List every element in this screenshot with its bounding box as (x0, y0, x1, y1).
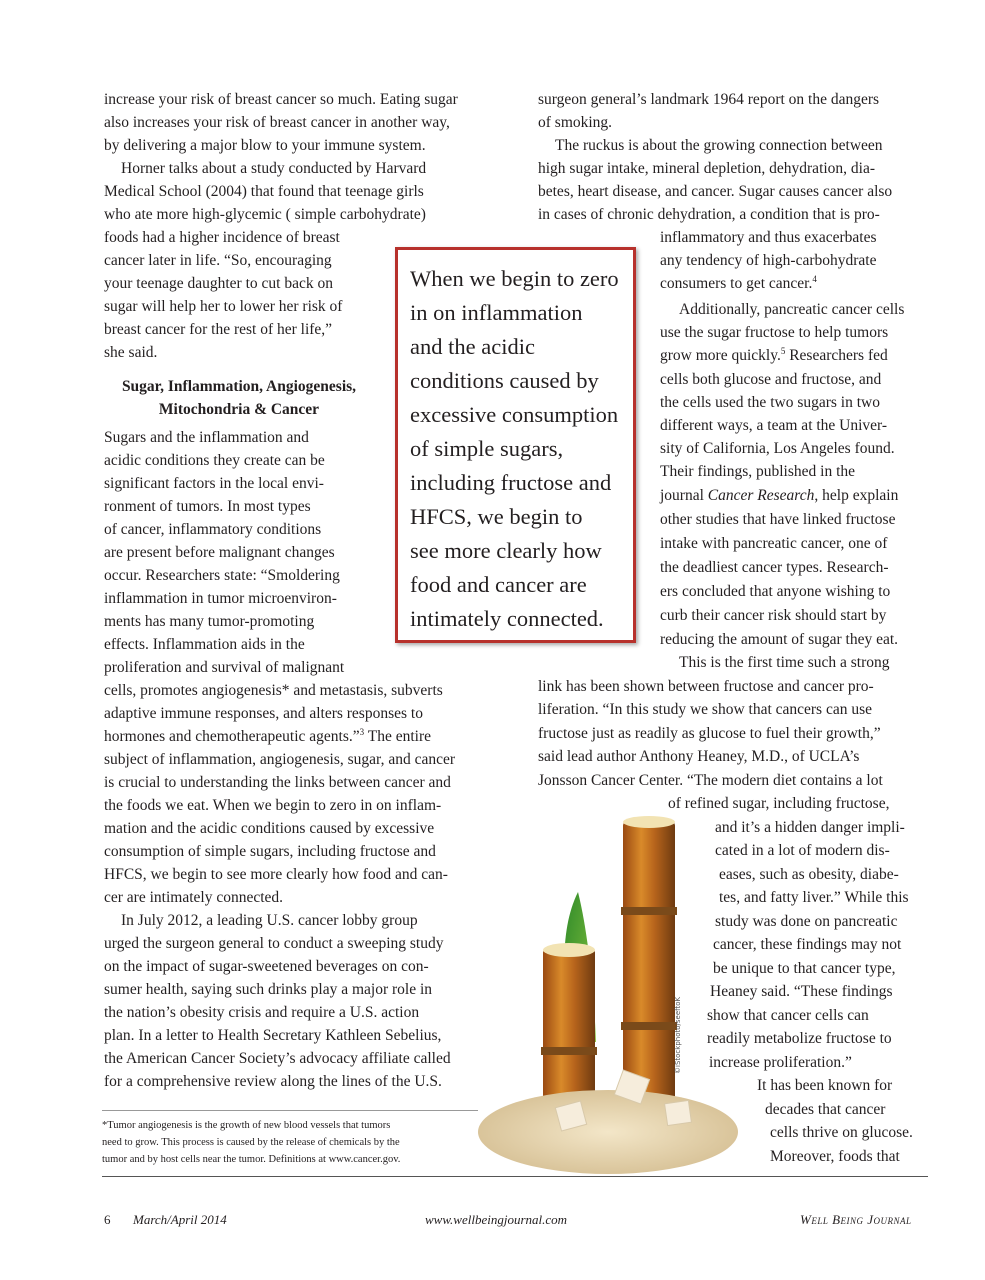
body-line: plan. In a letter to Health Secretary Kathleen Sebelius, (104, 1027, 442, 1044)
footnote-line: tumor and by host cells near the tumor. Definitions at www.cancer.gov. (102, 1154, 401, 1165)
body-line: Their findings, published in the (660, 463, 856, 480)
body-line (660, 344, 888, 367)
cane-node (541, 1047, 597, 1055)
body-text: Researchers fed (785, 347, 888, 364)
body-line: cer are intimately connected. (104, 889, 284, 906)
body-line: In July 2012, a leading U.S. cancer lobby group (121, 912, 418, 929)
issue-date: March/April 2014 (133, 1212, 227, 1227)
body-line: other studies that have linked fructose (660, 511, 896, 528)
body-line: proliferation and survival of malignant (104, 659, 345, 676)
pull-quote (395, 247, 636, 643)
sugarcane-illustration (478, 812, 738, 1177)
body-line (660, 272, 817, 295)
body-line: sity of California, Los Angeles found. (660, 440, 895, 457)
website: www.wellbeingjournal.com (425, 1212, 568, 1227)
footnote-line: *Tumor angiogenesis is the growth of new blood vessels that tumors (102, 1120, 391, 1131)
body-text: hormones and chemotherapeutic agents.” (104, 728, 360, 745)
body-line: study was done on pancreatic (715, 913, 898, 930)
body-line: is crucial to understanding the links between cancer and (104, 774, 451, 791)
pull-quote-line: in on inflammation (410, 300, 583, 325)
body-line: increase your risk of breast cancer so much. Eating sugar (104, 91, 458, 108)
body-line: This is the first time such a strong (679, 654, 890, 671)
body-line: occur. Researchers state: “Smoldering (104, 567, 340, 584)
body-line: cells both glucose and fructose, and (660, 371, 882, 388)
body-line: the American Cancer Society’s advocacy affiliate called (104, 1050, 451, 1067)
footnote-line: need to grow. This process is caused by the release of chemicals by the (102, 1137, 400, 1148)
body-line: subject of inflammation, angiogenesis, sugar, and cancer (104, 751, 456, 768)
body-line: cancer, these findings may not (713, 936, 902, 953)
body-line: the cells used the two sugars in two (660, 394, 880, 411)
body-line: in cases of chronic dehydration, a condition that is pro- (538, 206, 880, 223)
body-line: the deadliest cancer types. Research- (660, 559, 889, 576)
body-line: cells, promotes angiogenesis* and metastasis, subverts (104, 682, 443, 699)
body-line: different ways, a team at the Univer- (660, 417, 888, 434)
sugar-pile (478, 1090, 738, 1174)
body-line: the nation’s obesity crisis and require a U.S. action (104, 1004, 420, 1021)
body-line: ments has many tumor-promoting (104, 613, 315, 630)
body-line: betes, heart disease, and cancer. Sugar causes cancer also (538, 183, 893, 200)
body-line: breast cancer for the rest of her life,” (104, 321, 333, 338)
body-line: Sugars and the inflammation and (104, 429, 309, 446)
body-line: be unique to that cancer type, (713, 960, 896, 977)
body-line: high sugar intake, mineral depletion, dehydration, dia- (538, 160, 876, 177)
body-line: foods had a higher incidence of breast (104, 229, 340, 246)
body-line: Jonsson Cancer Center. “The modern diet contains a lot (538, 772, 883, 789)
body-line: your teenage daughter to cut back on (104, 275, 333, 292)
body-line: are present before malignant changes (104, 544, 335, 561)
pull-quote-line: food and cancer are (410, 572, 587, 597)
page-number: 6 (104, 1212, 111, 1227)
body-line: The ruckus is about the growing connection between (555, 137, 883, 154)
footnote-ref: 3 (359, 726, 365, 737)
body-line: significant factors in the local envi- (104, 475, 324, 492)
body-line: readily metabolize fructose to (707, 1030, 892, 1047)
pull-quote-line: see more clearly how (410, 538, 602, 563)
body-line: urged the surgeon general to conduct a sweeping study (104, 935, 444, 952)
sugarcane-image (478, 812, 738, 1177)
pull-quote-line: including fructose and (410, 470, 612, 495)
cane-node (621, 1022, 677, 1030)
body-line: who ate more high-glycemic ( simple carbohydrate) (104, 206, 426, 223)
body-line: of refined sugar, including fructose, (668, 795, 890, 812)
body-line: show that cancer cells can (707, 1007, 869, 1024)
footnote-ref: 4 (812, 273, 817, 284)
body-line: intake with pancreatic cancer, one of (660, 535, 888, 552)
body-line: effects. Inflammation aids in the (104, 636, 305, 653)
body-line: Medical School (2004) that found that teenage girls (104, 183, 424, 200)
body-line: tes, and fatty liver.” While this (719, 889, 909, 906)
footer-rule (102, 1176, 928, 1177)
body-line: for a comprehensive review along the lines of the U.S. (104, 1073, 442, 1090)
body-line: Moreover, foods that (770, 1148, 900, 1165)
body-line: decades that cancer (765, 1101, 886, 1118)
body-line: mation and the acidic conditions caused by excessive (104, 820, 435, 837)
body-line: Horner talks about a study conducted by Harvard (121, 160, 427, 177)
section-heading: Mitochondria & Cancer (158, 401, 320, 418)
body-text: , help explain (814, 487, 899, 504)
body-text: grow more quickly. (660, 347, 781, 364)
body-text: consumers to get cancer. (660, 275, 813, 292)
body-line: on the impact of sugar-sweetened beverages on con- (104, 958, 429, 975)
body-line: sugar will help her to lower her risk of (104, 298, 343, 315)
body-text: journal (660, 487, 708, 504)
body-line: curb their cancer risk should start by (660, 607, 887, 624)
pull-quote-line: HFCS, we begin to (410, 504, 583, 529)
cane-top (543, 943, 595, 957)
footnote-ref: 5 (780, 345, 786, 356)
body-line: surgeon general’s landmark 1964 report on the dangers (538, 91, 880, 108)
cane-top (623, 816, 675, 828)
journal-name: Well Being Journal (800, 1212, 912, 1227)
pull-quote-line: excessive consumption (410, 402, 619, 427)
body-line: cated in a lot of modern dis- (715, 842, 890, 859)
body-line: liferation. “In this study we show that cancers can use (538, 701, 873, 718)
pull-quote-line: When we begin to zero (410, 266, 619, 291)
cane-node (621, 907, 677, 915)
body-line: use the sugar fructose to help tumors (660, 324, 889, 341)
body-line: of cancer, inflammatory conditions (104, 521, 322, 538)
pull-quote-line: intimately connected. (410, 606, 604, 631)
body-line: she said. (104, 344, 158, 361)
body-line: link has been shown between fructose and cancer pro- (538, 678, 874, 695)
body-line: sumer health, saying such drinks play a major role in (104, 981, 433, 998)
body-line: inflammatory and thus exacerbates (660, 229, 877, 246)
body-line: adaptive immune responses, and alters responses to (104, 705, 423, 722)
pull-quote-line: conditions caused by (410, 368, 599, 393)
body-line: increase proliferation.” (709, 1054, 852, 1071)
body-line: cells thrive on glucose. (770, 1124, 913, 1141)
image-credit: ©iStockphoto/seeftoK (674, 996, 682, 1074)
body-line: said lead author Anthony Heaney, M.D., of UCLA’s (538, 748, 860, 765)
body-line: cancer later in life. “So, encouraging (104, 252, 332, 269)
body-line: Heaney said. “These findings (710, 983, 893, 1000)
body-line: by delivering a major blow to your immune system. (104, 137, 426, 154)
body-line: the foods we eat. When we begin to zero in on inflam- (104, 797, 442, 814)
footnote-rule (102, 1110, 478, 1111)
body-line: Additionally, pancreatic cancer cells (679, 301, 905, 318)
body-line: ers concluded that anyone wishing to (660, 583, 891, 600)
section-heading: Sugar, Inflammation, Angiogenesis, (121, 378, 357, 395)
body-text: The entire (364, 728, 432, 745)
body-line: of smoking. (538, 114, 613, 131)
body-line (104, 725, 431, 748)
body-line: It has been known for (757, 1077, 893, 1094)
body-line: reducing the amount of sugar they eat. (660, 631, 899, 648)
pull-quote-line: and the acidic (410, 334, 535, 359)
body-line: any tendency of high-carbohydrate (660, 252, 877, 269)
body-line: eases, such as obesity, diabe- (719, 866, 899, 883)
body-line: acidic conditions they create can be (104, 452, 325, 469)
body-line: HFCS, we begin to see more clearly how food and can- (104, 866, 448, 883)
pull-quote-line: of simple sugars, (410, 436, 564, 461)
body-line: consumption of simple sugars, including fructose and (104, 843, 436, 860)
body-line: inflammation in tumor microenviron- (104, 590, 337, 607)
body-line: and it’s a hidden danger impli- (715, 819, 905, 836)
body-line: ronment of tumors. In most types (104, 498, 311, 515)
body-line (660, 484, 898, 507)
journal-name: Cancer Research (707, 487, 815, 504)
tall-cane (623, 820, 675, 1110)
body-line: fructose just as readily as glucose to fuel their growth,” (538, 725, 881, 742)
sugar-cube (665, 1100, 692, 1125)
body-line: also increases your risk of breast cancer in another way, (104, 114, 450, 131)
